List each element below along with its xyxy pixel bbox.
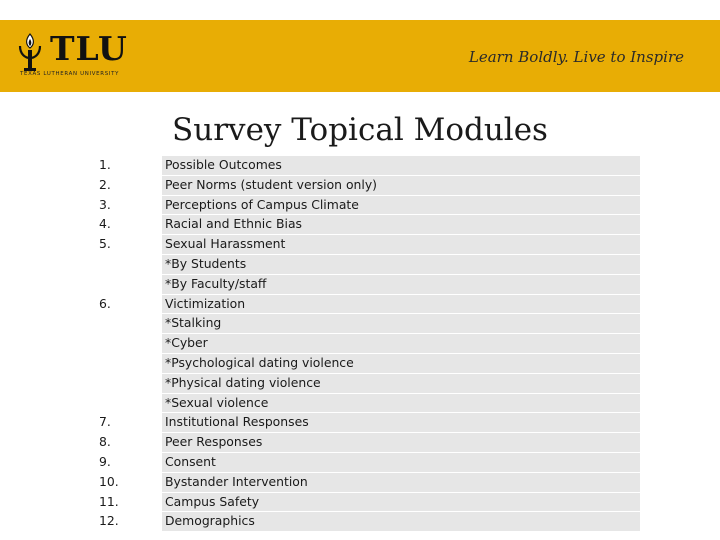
module-number: 9. [96, 453, 162, 472]
table-row [96, 295, 640, 314]
modules-table [96, 155, 640, 532]
module-topic: *Physical dating violence [162, 374, 640, 393]
table-row [96, 453, 640, 472]
module-topic: Possible Outcomes [162, 156, 640, 175]
module-number: 8. [96, 433, 162, 452]
tlu-logo [16, 30, 140, 84]
page-title-text: Survey Topical Modules [172, 112, 548, 148]
table-row [96, 374, 640, 393]
module-number: 3. [96, 196, 162, 215]
module-number: 2. [96, 176, 162, 195]
module-topic: Victimization [162, 295, 640, 314]
module-topic: Racial and Ethnic Bias [162, 215, 640, 234]
module-number: 7. [96, 413, 162, 432]
module-topic: Institutional Responses [162, 413, 640, 432]
table-row [96, 334, 640, 353]
table-row [96, 235, 640, 254]
table-row [96, 413, 640, 432]
logo-text: TLU [50, 29, 128, 68]
table-row [96, 255, 640, 274]
table-row [96, 394, 640, 413]
module-topic: *Psychological dating violence [162, 354, 640, 373]
page-title [0, 108, 720, 152]
table-row [96, 275, 640, 294]
module-topic: *By Faculty/staff [162, 275, 640, 294]
table-row [96, 215, 640, 234]
table-row [96, 493, 640, 512]
module-topic: Campus Safety [162, 493, 640, 512]
logo-subtext: TEXAS LUTHERAN UNIVERSITY [20, 71, 120, 77]
module-topic: Peer Responses [162, 433, 640, 452]
header-banner [0, 20, 720, 92]
table-row [96, 176, 640, 195]
module-topic: Demographics [162, 512, 640, 531]
module-topic: Consent [162, 453, 640, 472]
torch-icon [16, 32, 44, 72]
table-row [96, 473, 640, 492]
module-number: 11. [96, 493, 162, 512]
table-row [96, 196, 640, 215]
module-number [96, 275, 162, 294]
module-number: 6. [96, 295, 162, 314]
module-number: 1. [96, 156, 162, 175]
table-row [96, 314, 640, 333]
table-row [96, 512, 640, 531]
module-topic: Bystander Intervention [162, 473, 640, 492]
module-topic: Sexual Harassment [162, 235, 640, 254]
module-number [96, 255, 162, 274]
table-row [96, 156, 640, 175]
table-row [96, 433, 640, 452]
module-number: 5. [96, 235, 162, 254]
module-topic: *By Students [162, 255, 640, 274]
module-number [96, 374, 162, 393]
module-number: 10. [96, 473, 162, 492]
tagline: Learn Boldly. Live to Inspire [468, 48, 684, 66]
module-number: 4. [96, 215, 162, 234]
module-number [96, 314, 162, 333]
module-topic: *Cyber [162, 334, 640, 353]
module-number: 12. [96, 512, 162, 531]
module-topic: *Sexual violence [162, 394, 640, 413]
table-row [96, 354, 640, 373]
module-topic: *Stalking [162, 314, 640, 333]
module-topic: Perceptions of Campus Climate [162, 196, 640, 215]
module-number [96, 354, 162, 373]
modules-table-body [96, 156, 640, 531]
module-topic: Peer Norms (student version only) [162, 176, 640, 195]
module-number [96, 334, 162, 353]
module-number [96, 394, 162, 413]
